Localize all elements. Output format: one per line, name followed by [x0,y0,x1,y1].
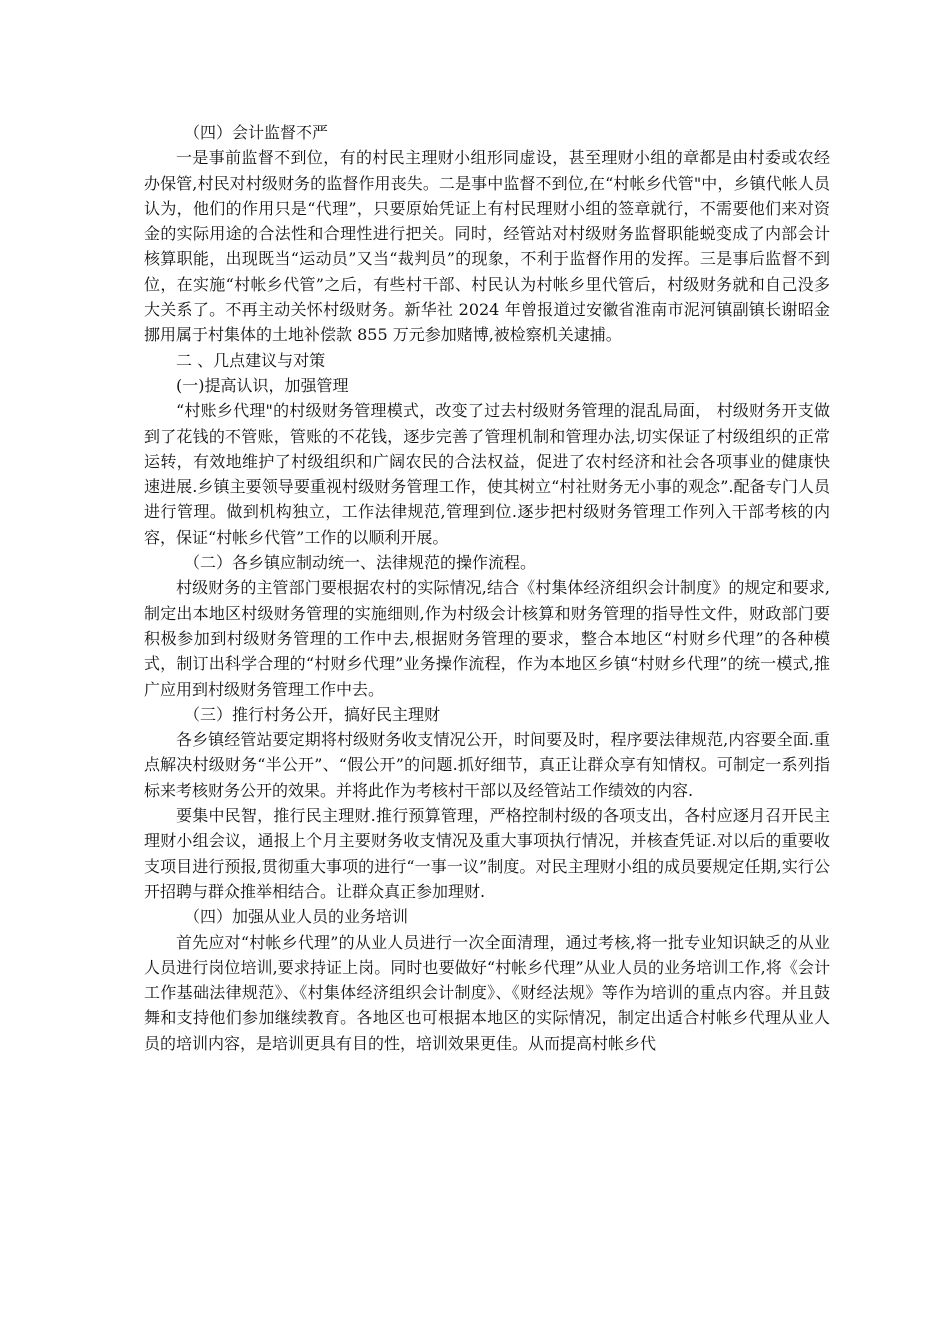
body-paragraph: 一是事前监督不到位，有的村民主理财小组形同虚设，甚至理财小组的章都是由村委或农经办保管,村民对村级财务的监督作用丧失。二是事中监督不到位,在“村帐乡代管"中，乡镇代帐人员认为，他们的作用只是“代理”，只要原始凭证上有村民理财小组的签章就行，不需要他们来对资金的实际用途的合法性和合理性进行把关。同时，经管站对村级财务监督职能蜕变成了内部会计核算职能，出现既当“运动员”又当“裁判员”的现象，不利于监督作用的发挥。三是事后监督不到位，在实施“村帐乡代管”之后，有些村干部、村民认为村帐乡里代管后，村级财务就和自己没多大关系了。不再主动关怀村级财务。新华社 2024 年曾报道过安徽省淮南市泥河镇副镇长谢昭金挪用属于村集体的土地补偿款 855 万元参加赌博,被检察机关逮捕。 [144,148,830,345]
section-heading: （三）推行村务公开，搞好民主理财 [184,704,441,724]
section-heading: （四）加强从业人员的业务培训 [184,907,409,927]
document-page [144,120,830,1056]
body-paragraph: 各乡镇经管站要定期将村级财务收支情况公开，时间要及时，程序要法律规范,内容要全面.重点解决村级财务“半公开”、“假公开”的问题.抓好细节，真正让群众享有知情权。可制定一系列指标来考核财务公开的效果。并将此作为考核村干部以及经管站工作绩效的内容. [144,730,830,800]
section-heading: 二 、几点建议与对策 [176,350,326,370]
section-heading: （四）会计监督不严 [184,123,329,142]
body-paragraph: 村级财务的主管部门要根据农村的实际情况,结合《村集体经济组织会计制度》的规定和要求,制定出本地区村级财务管理的实施细则,作为村级会计核算和财务管理的指导性文件，财政部门要积极参加到村级财务管理的工作中去,根据财务管理的要求，整合本地区“村财乡代理”的各种模式，制订出科学合理的“村财乡代理”业务操作流程，作为本地区乡镇“村财乡代理”的统一模式,推广应用到村级财务管理工作中去。 [144,578,830,699]
body-paragraph: 要集中民智，推行民主理财.推行预算管理，严格控制村级的各项支出，各村应逐月召开民主理财小组会议，通报上个月主要财务收支情况及重大事项执行情况，并核查凭证.对以后的重要收支项目进行预报,贯彻重大事项的进行“一事一议”制度。对民主理财小组的成员要规定任期,实行公开招聘与群众推举相结合。让群众真正参加理财. [144,806,830,901]
body-paragraph: “村账乡代理"的村级财务管理模式，改变了过去村级财务管理的混乱局面， 村级财务开支做到了花钱的不管账，管账的不花钱，逐步完善了管理机制和管理办法,切实保证了村级组织的正常运转，有效地维护了村级组织和广阔农民的合法权益，促进了农村经济和社会各项事业的健康快速进展.乡镇主要领导要重视村级财务管理工作，使其树立“村社财务无小事的观念”.配备专门人员进行管理。做到机构独立，工作法律规范,管理到位.逐步把村级财务管理工作列入干部考核的内容，保证“村帐乡代管”工作的以顺利开展。 [144,401,830,547]
body-paragraph: 首先应对“村帐乡代理”的从业人员进行一次全面清理，通过考核,将一批专业知识缺乏的从业人员进行岗位培训,要求持证上岗。同时也要做好“村帐乡代理”从业人员的业务培训工作,将《会计工作基础法律规范》、《村集体经济组织会计制度》、《财经法规》等作为培训的重点内容。并且鼓舞和支持他们参加继续教育。各地区也可根据本地区的实际情况，制定出适合村帐乡代理从业人员的培训内容，是培训更具有目的性，培训效果更佳。从而提高村帐乡代 [144,932,830,1053]
section-heading: (一)提高认识，加强管理 [176,375,349,395]
section-heading: （二）各乡镇应制动统一、法律规范的操作流程。 [184,553,537,573]
